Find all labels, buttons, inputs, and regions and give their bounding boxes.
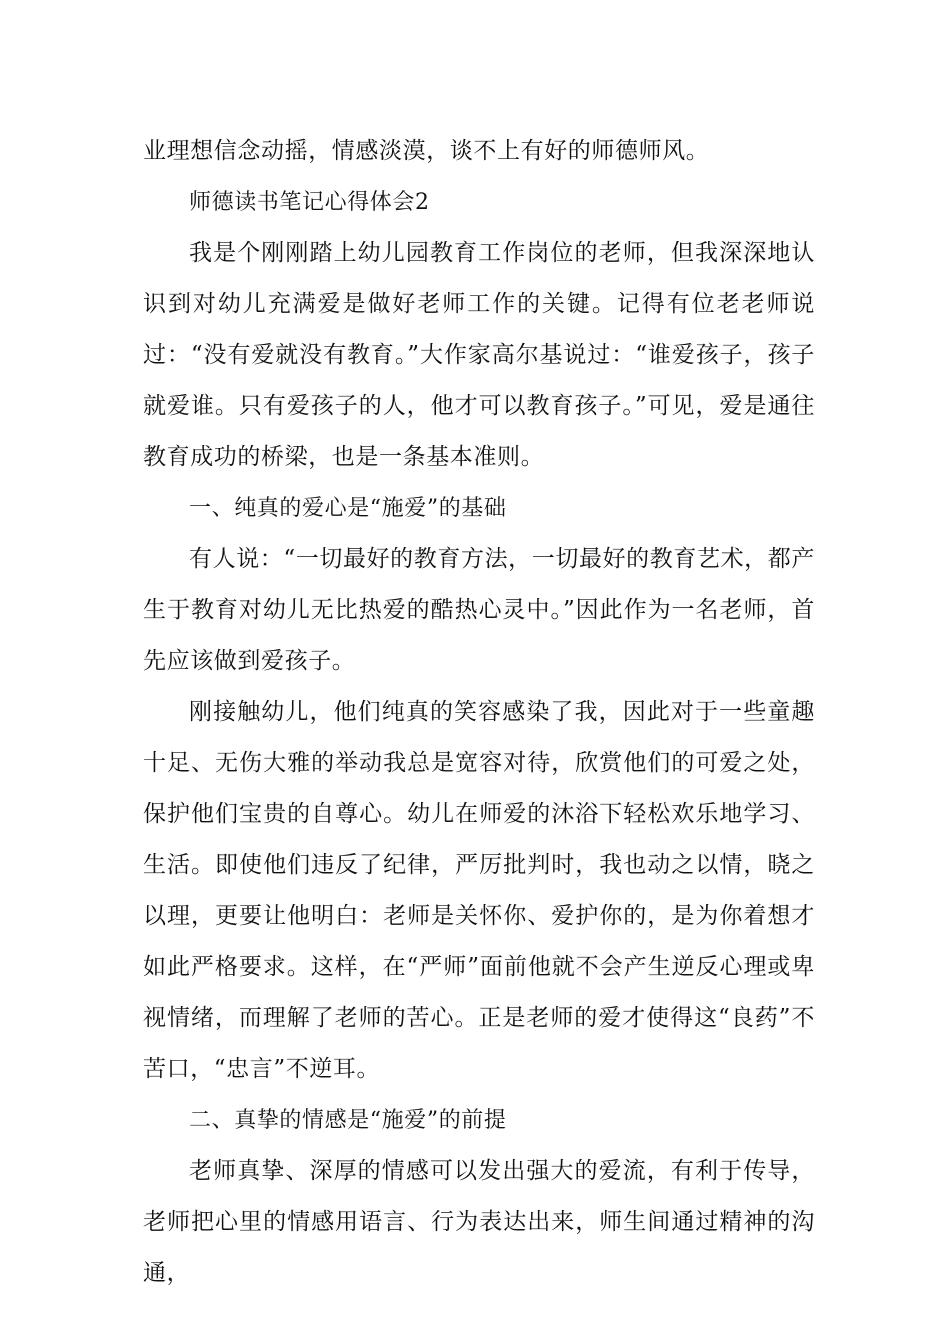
subheading-two: 二、真挚的情感是“施爱”的前提: [189, 1108, 507, 1133]
paragraph-two: 刚接触幼儿，他们纯真的笑容感染了我，因此对于一些童趣十足、无伤大雅的举动我总是宽容对待，欣赏他们的可爱之处，保护他们宝贵的自尊心。幼儿在师爱的沐浴下轻松欢乐地学习、生活。即使他们违反了纪律，严厉批判时，我也动之以情，晓之以理，更要让他明白：老师是关怀你、爱护你的，是为你着想才如此严格要求。这样，在“严师”面前他就不会产生逆反心理或卑视情绪，而理解了老师的苦心。正是老师的爱才使得这“良药”不苦口，“忠言”不逆耳。: [143, 699, 815, 1082]
paragraph-one: 有人说：“一切最好的教育方法，一切最好的教育艺术，都产生于教育对幼儿无比热爱的酷热心灵中。”因此作为一名老师，首先应该做到爱孩子。: [143, 546, 815, 674]
paragraph-three: 老师真挚、深厚的情感可以发出强大的爱流，有利于传导，老师把心里的情感用语言、行为表达出来，师生间通过精神的沟通，: [143, 1158, 815, 1286]
paragraph-continuation: 业理想信念动摇，情感淡漠，谈不上有好的师德师风。: [143, 138, 710, 164]
section-title: 师德读书笔记心得体会2: [189, 190, 430, 215]
subheading-one: 一、纯真的爱心是“施爱”的基础: [189, 496, 507, 521]
document-body: [143, 126, 815, 1299]
paragraph-intro: 我是个刚刚踏上幼儿园教育工作岗位的老师，但我深深地认识到对幼儿充满爱是做好老师工作的关键。记得有位老老师说过：“没有爱就没有教育。”大作家高尔基说过：“谁爱孩子，孩子就爱谁。只有爱孩子的人，他才可以教育孩子。”可见，爱是通往教育成功的桥梁，也是一条基本准则。: [143, 240, 815, 470]
